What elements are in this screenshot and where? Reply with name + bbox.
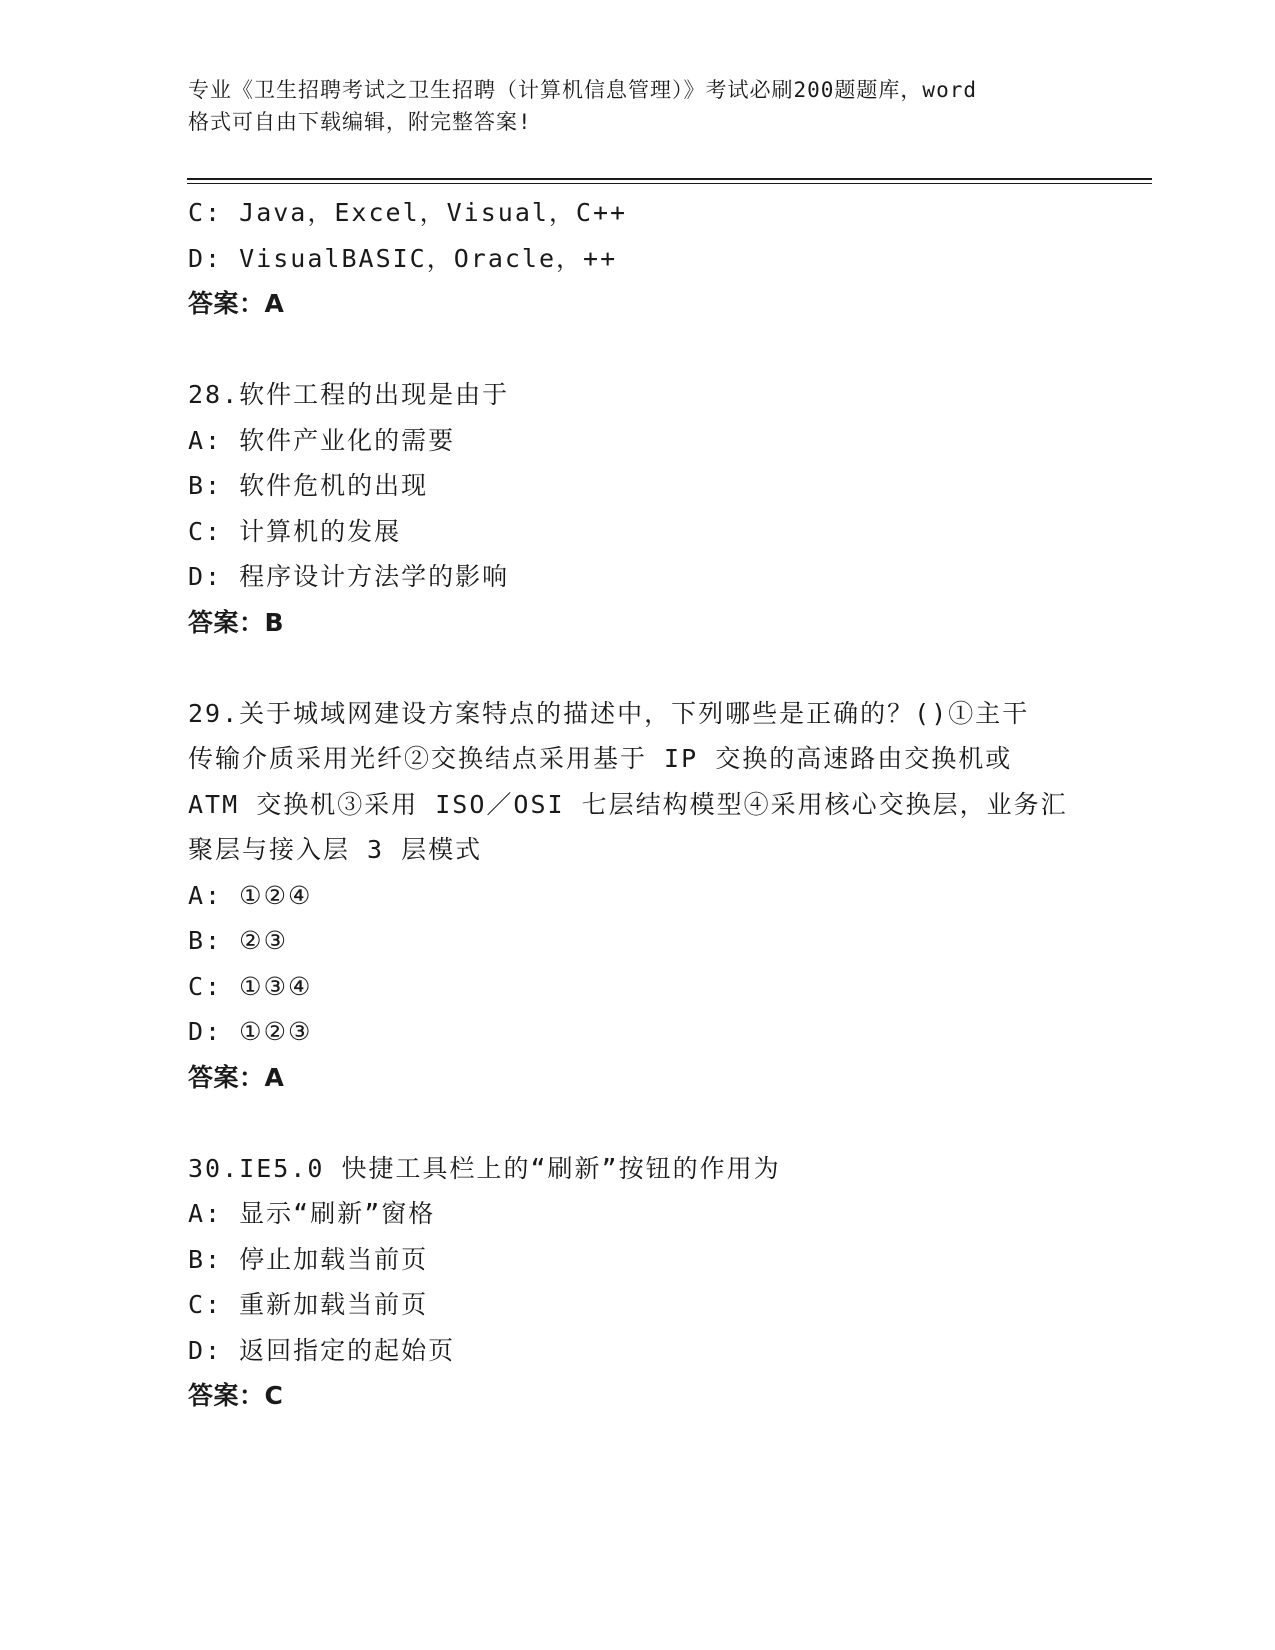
- option-c: C: 重新加载当前页: [188, 1290, 429, 1319]
- question-29: [188, 691, 1108, 1101]
- option-d: D: VisualBASIC，Oracle，++: [188, 243, 618, 273]
- answer: 答案：C: [188, 1381, 284, 1410]
- option-a: A: 软件产业化的需要: [188, 425, 456, 455]
- answer: 答案：A: [188, 1062, 285, 1092]
- question-text: 28.软件工程的出现是由于: [188, 380, 510, 409]
- question-27-tail: [188, 190, 1108, 327]
- answer: 答案：A: [188, 289, 285, 318]
- spacer: [188, 327, 1108, 373]
- header-divider-thin: [187, 183, 1152, 184]
- question-28: [188, 372, 1108, 645]
- option-c: C: 计算机的发展: [188, 516, 402, 546]
- option-c: C: Java，Excel，Visual，C++: [188, 198, 628, 227]
- question-30: [188, 1146, 1108, 1419]
- answer: 答案：B: [188, 607, 285, 637]
- option-d: D: 返回指定的起始页: [188, 1335, 456, 1365]
- option-d: D: ①②③: [188, 1017, 313, 1046]
- header-line-1: 专业《卫生招聘考试之卫生招聘（计算机信息管理）》考试必刷200题题库，word: [188, 78, 977, 102]
- option-a: A: 显示“刷新”窗格: [188, 1199, 436, 1228]
- option-b: B: 软件危机的出现: [188, 471, 429, 500]
- question-text-line-4: 聚层与接入层 3 层模式: [188, 835, 483, 864]
- header-divider-thick: [187, 178, 1152, 180]
- option-b: B: 停止加载当前页: [188, 1244, 429, 1274]
- option-c: C: ①③④: [188, 971, 313, 1001]
- option-b: B: ②③: [188, 926, 288, 955]
- question-text-line-2: 传输介质采用光纤②交换结点采用基于 IP 交换的高速路由交换机或: [188, 744, 1013, 773]
- document-body: [188, 190, 1108, 1419]
- question-text-line-3: ATM 交换机③采用 ISO／OSI 七层结构模型④采用核心交换层，业务汇: [188, 789, 1068, 819]
- document-header: [188, 74, 1108, 138]
- spacer: [188, 645, 1108, 691]
- option-a: A: ①②④: [188, 880, 313, 910]
- question-text: 30.IE5.0 快捷工具栏上的“刷新”按钮的作用为: [188, 1153, 781, 1183]
- option-d: D: 程序设计方法学的影响: [188, 562, 510, 591]
- header-line-2: 格式可自由下载编辑，附完整答案!: [188, 110, 532, 134]
- question-text-line-1: 29.关于城域网建设方案特点的描述中，下列哪些是正确的？()①主干: [188, 698, 1030, 728]
- spacer: [188, 1100, 1108, 1146]
